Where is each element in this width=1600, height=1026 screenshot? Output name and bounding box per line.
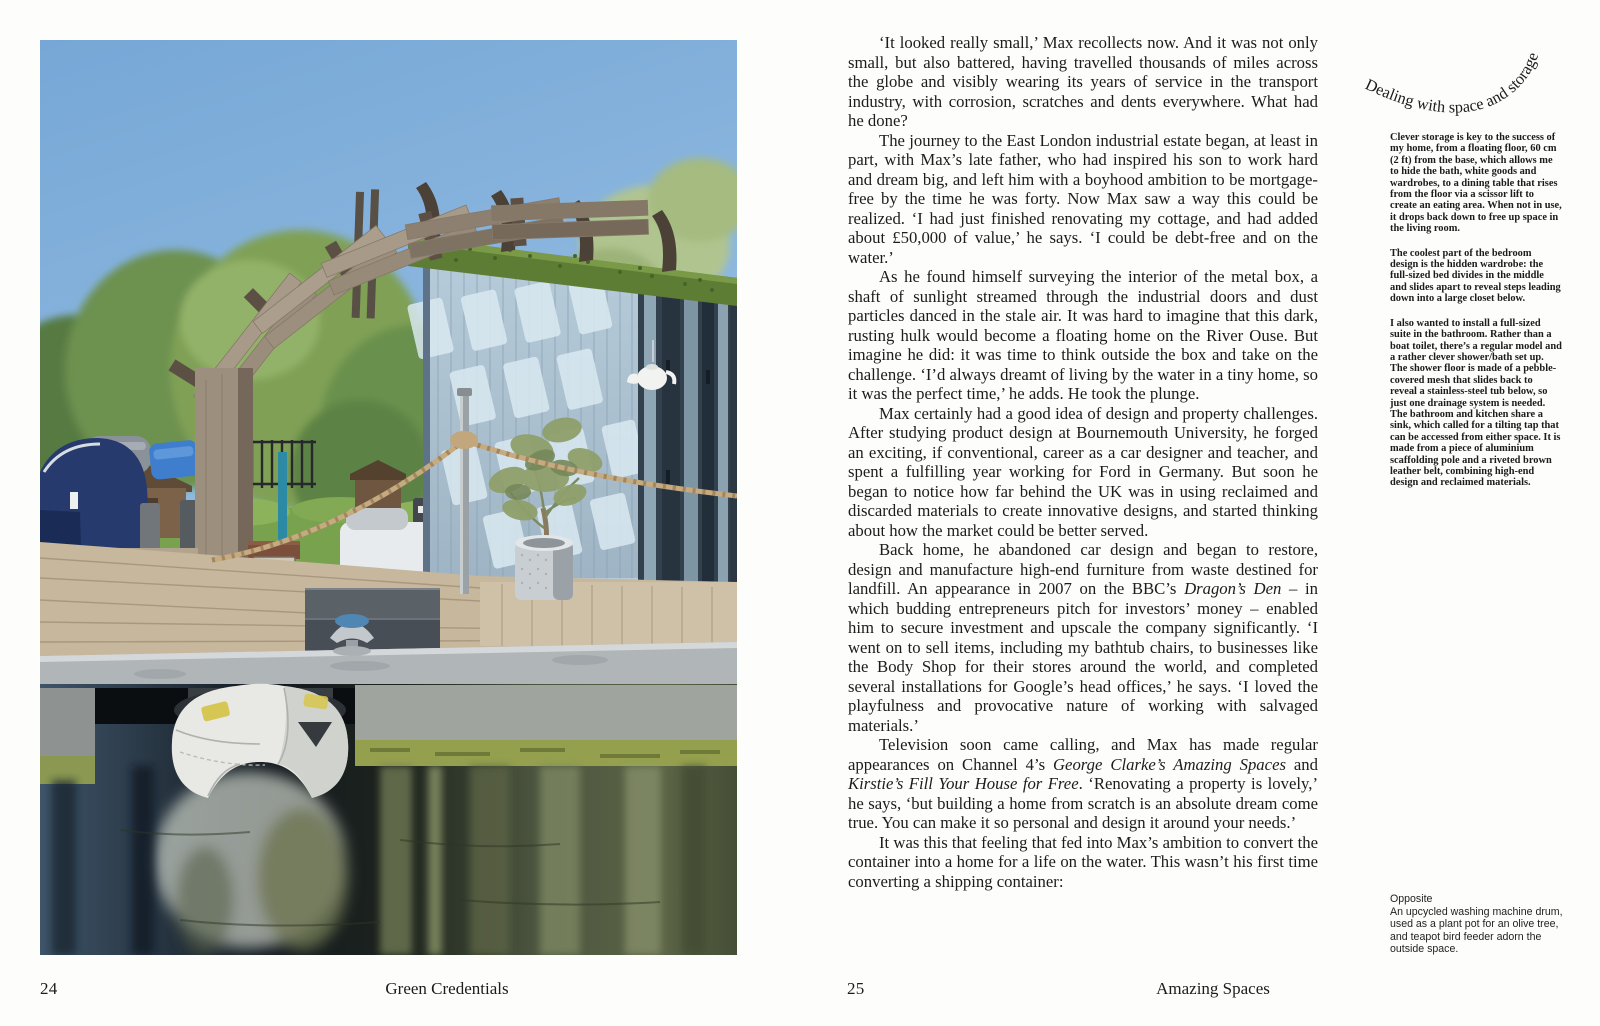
curved-section-heading xyxy=(1358,28,1570,146)
body-paragraph: Max certainly had a good idea of design and property challenges. After studying product design at Bournemouth University, he forged an exciting, if conventional, career as a car designer and teacher, and spent a fulfilling year working for Ford in Germany. But soon he began to notice how far behind the UK was in using reclaimed and discarded materials to create innovative designs, and started thinking about how the market could be better served. xyxy=(848,403,1318,540)
body-paragraph: ‘It looked really small,’ Max recollects now. And it was not only small, but also battered, having travelled thousands of miles across the globe and visibly wearing its years of service in the transport industry, with corrosion, scratches and dents everywhere. What had he done? xyxy=(848,33,1318,130)
svg-text:Dealing with space and storage xyxy=(1362,50,1542,117)
body-text xyxy=(848,33,1318,891)
caption-text: An upcycled washing machine drum, used as a plant pot for an olive tree, and teapot bird feeder adorn the outside space. xyxy=(1390,905,1563,956)
body-paragraph: As he found himself surveying the interior of the metal box, a shaft of sunlight streamed through the industrial doors and dust particles danced in the stale air. It was hard to imagine that this dark, rusting hulk would become a floating home on the River Ouse. But imagine he did: it was time to think outside the box and take on the challenge. ‘I’d always dreamt of living by the water in a tiny home, so it was the perfect time,’ he adds. He took the plunge. xyxy=(848,267,1318,403)
photo-illustration xyxy=(40,40,737,955)
margin-note: I also wanted to install a full-sized suite in the bathroom. Rather than a boat toilet, there’s a regular model and a rather clever shower/bath set up. The shower floor is made of a pebble-covered mesh that slides back to reveal a stainless-steel tub below, so just one drainage system is needed. The bathroom and kitchen share a sink, which called for a tilting tap that can be accessed from either space. It is made from a piece of aluminium scaffolding pole and a riveted brown leather belt, combining high-end design and reclaimed materials. xyxy=(1390,317,1562,489)
folding-doors xyxy=(627,266,737,600)
running-title-left: Green Credentials xyxy=(385,979,509,998)
running-title-right: Amazing Spaces xyxy=(1156,979,1270,998)
section-heading-text: Dealing with space and storage xyxy=(1362,49,1543,117)
body-paragraph: The journey to the East London industrial estate began, at least in part, with Max’s late father, who had inspired his son to work hard and dream big, and left him with a boyhood ambition to be mortgage-free by the time he was forty. Now Max saw a way this could be realized. ‘I had just finished renovating my cottage, and had added about £50,000 of value,’ he says. ‘I could be debt-free and on the water.’ xyxy=(848,130,1318,267)
folio-left: 24 xyxy=(40,979,58,998)
body-paragraph: Television soon came calling, and Max has made regular appearances on Channel 4’s George Clarke’s Amazing Spaces and Kirstie’s Fill Your House for Free. ‘Renovating a property is lovely,’ he says, ‘but building a home from scratch is an absolute dream come true. You can make it so personal and design it around your needs.’ xyxy=(848,735,1318,832)
slate-step xyxy=(305,588,440,618)
margin-note: Clever storage is key to the success of my home, from a floating floor, 60 cm (2 ft) from the base, which allows me to hide the bath, white goods and wardrobes, to a dining table that rises from the floor via a scissor lift to create an eating area. When not in use, it drops back down to free up space in the living room. xyxy=(1390,132,1562,235)
folio-right: 25 xyxy=(847,979,865,998)
houseboat-photo xyxy=(40,40,737,955)
body-paragraph: It was this that feeling that fed into Max’s ambition to convert the container into a home for a life on the water. This wasn’t his first time converting a shipping container: xyxy=(848,832,1318,891)
margin-notes xyxy=(1390,132,1562,502)
caption-label: Opposite xyxy=(1390,893,1433,905)
photo-caption xyxy=(1390,893,1570,956)
body-paragraph: Back home, he abandoned car design and began to restore, design and manufacture high-end furniture from waste destined for landfill. An appearance in 2007 on the BBC’s Dragon’s Den – in which budding entrepreneurs pitch for investors’ money – enabled him to secure investment and upscale the company significantly. ‘I went on to sell items, including my bathtub chairs, to businesses like the Body Shop for their stores around the world, and completed several installations for Google’s head offices,’ he says. ‘I loved the playfulness and provocative nature of working with salvaged materials.’ xyxy=(848,540,1318,735)
deck-cleat xyxy=(330,614,374,656)
washing-machine-drum xyxy=(515,535,573,600)
margin-note: The coolest part of the bedroom design is the hidden wardrobe: the full-sized bed divides in the middle and slides apart to reveal steps leading down into a large closet below. xyxy=(1390,247,1561,305)
